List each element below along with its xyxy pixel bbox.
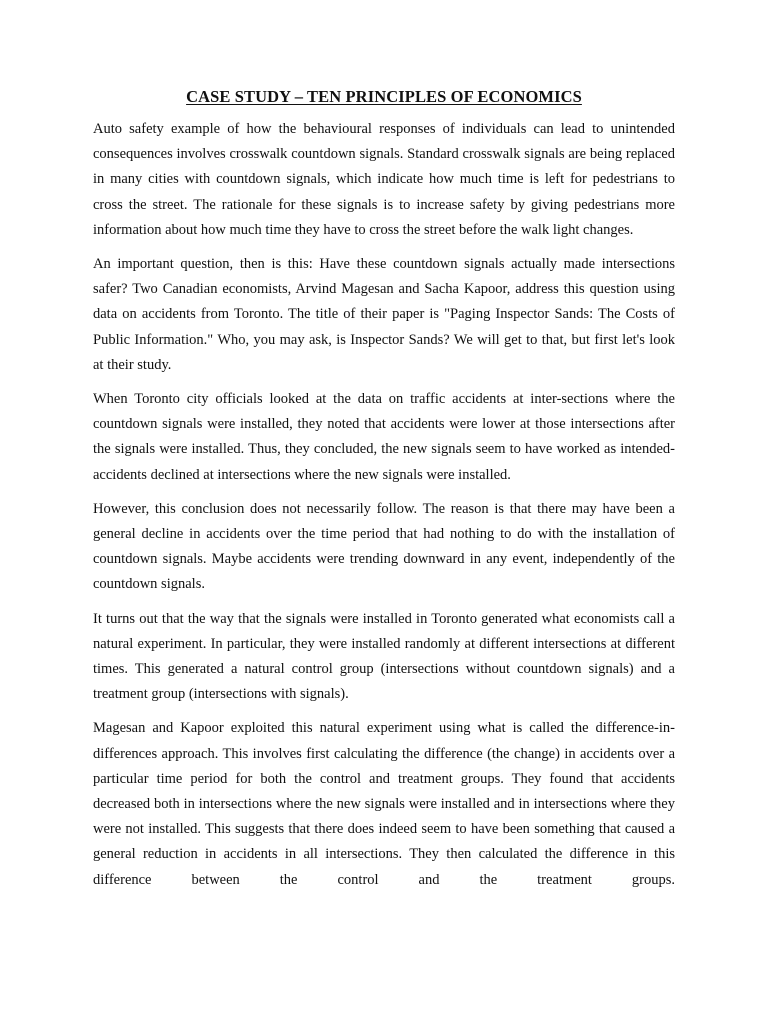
paragraph-6: Magesan and Kapoor exploited this natural experiment using what is called the difference-in-differences approach. This involves first calculating the difference (the change) in accidents over a particular time period for both the control and treatment groups. They found that accidents decreased both in intersections where the new signals were installed and in intersections where they were not installed. This suggests that there does indeed seem to have been something that caused a general reduction in accidents in all intersections. They then calculated the difference in this difference between the control and the treatment groups. <box>93 720 675 888</box>
paragraph-2: An important question, then is this: Have these countdown signals actually made intersections safer? Two Canadian economists, Arvind Magesan and Sacha Kapoor, address this question using data on accidents from Toronto. The title of their paper is "Paging Inspector Sands: The Costs of Public Information." Who, you may ask, is Inspector Sands? We will get to that, but first let's look at their study. <box>93 256 675 373</box>
document-title: CASE STUDY – TEN PRINCIPLES OF ECONOMICS <box>186 87 582 106</box>
paragraph-5: It turns out that the way that the signals were installed in Toronto generated what economists call a natural experiment. In particular, they were installed randomly at different intersections at different times. This generated a natural control group (intersections without countdown signals) and a treatment group (intersections with signals). <box>93 610 675 703</box>
paragraph-1: Auto safety example of how the behavioural responses of individuals can lead to unintended consequences involves crosswalk countdown signals. Standard crosswalk signals are being replaced in many cities with countdown signals, which indicate how much time is left for pedestrians to cross the street. The rationale for these signals is to increase safety by giving pedestrians more information about how much time they have to cross the street before the walk light changes. <box>93 121 675 238</box>
paragraph-3: When Toronto city officials looked at the data on traffic accidents at inter-sections where the countdown signals were installed, they noted that accidents were lower at those intersections after the signals were installed. Thus, they concluded, the new signals seem to have worked as intended-accidents declined at intersections where the new signals were installed. <box>93 391 675 483</box>
paragraph-4: However, this conclusion does not necessarily follow. The reason is that there may have been a general decline in accidents over the time period that had nothing to do with the installation of countdown signals. Maybe accidents were trending downward in any event, independently of the countdown signals. <box>93 500 675 593</box>
document-body <box>93 117 675 902</box>
